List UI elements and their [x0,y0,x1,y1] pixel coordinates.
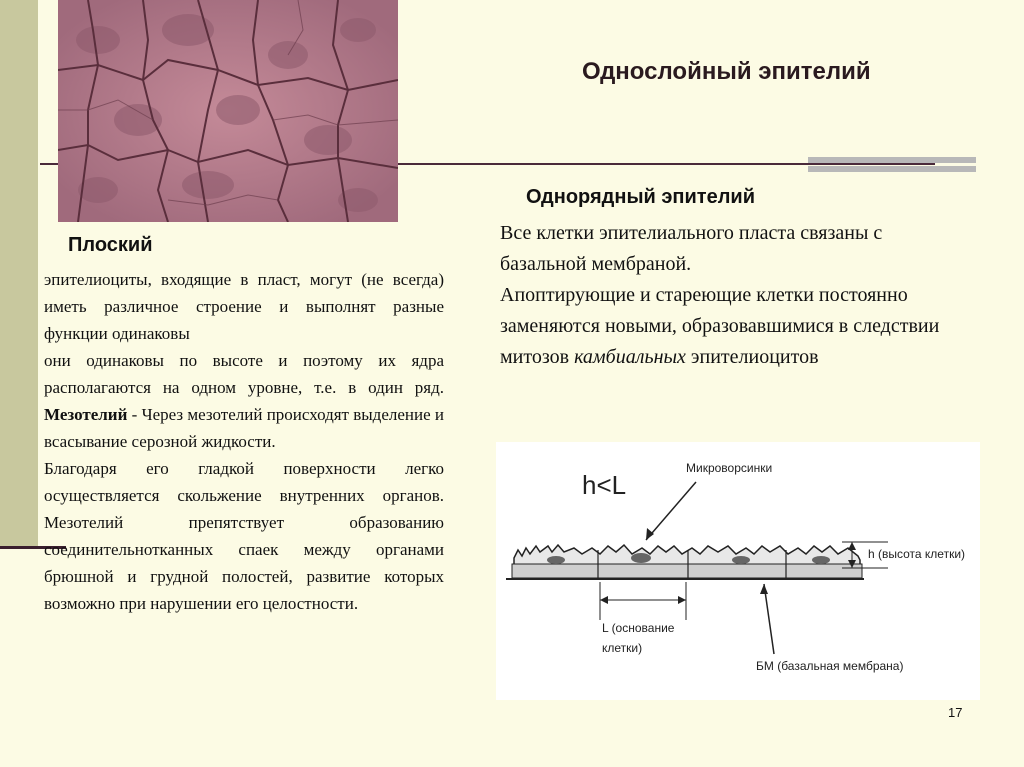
epithelium-diagram [496,442,980,700]
diagram-base-label-2: клетки) [602,641,643,655]
page-number: 17 [948,705,963,720]
squamous-heading: Плоский [68,234,153,256]
single-row-heading: Однорядный эпителий [526,186,756,208]
squamous-description [44,266,444,617]
diagram-bm-label: БМ (базальная мембрана) [756,659,904,673]
title-divider-gray [808,157,976,177]
slide-title: Однослойный эпителий [582,58,871,85]
single-row-line-2 [500,280,960,373]
diagram-microvilli-label: Микроворсинки [686,461,773,475]
single-row-line-2-text: Апоптирующие и стареющие клетки постоянно заменяются новыми, образовавшимися в следствии митозов [500,284,940,368]
mesothelium-term: Мезотелий [44,405,128,424]
single-row-line-1: Все клетки эпителиального пласта связаны с базальной мембраной. [500,222,883,275]
squamous-para-3: Благодаря его гладкой поверхности легко осуществляется скольжение внутренних органов. Мезотелий препятствует образованию соединительнотканных спаек между органами брюшной и грудной полостей, развитие которых возможно при нарушении его целостности. [44,459,444,613]
left-accent-bar [0,0,38,548]
diagram-base-label-1: L (основание [602,621,675,635]
squamous-para-1: эпителиоциты, входящие в пласт, могут (не всегда) иметь различное строение и выполнят разные функции одинаковы [44,270,444,343]
squamous-para-2 [44,347,444,455]
diagram-formula: h<L [582,470,627,500]
squamous-para-2-cont: - Через мезотелий происходят выделение и всасывание серозной жидкости. [44,405,444,451]
diagram-height-label: h (высота клетки) [868,547,966,561]
cambial-term: камбиальных [574,346,686,368]
single-row-description [500,218,960,373]
single-row-line-3: эпителиоцитов [685,346,819,368]
squamous-para-2-text: они одинаковы по высоте и поэтому их ядра располагаются на одном уровне, т.е. в один ряд. [44,351,444,397]
epithelium-micrograph [58,0,398,222]
